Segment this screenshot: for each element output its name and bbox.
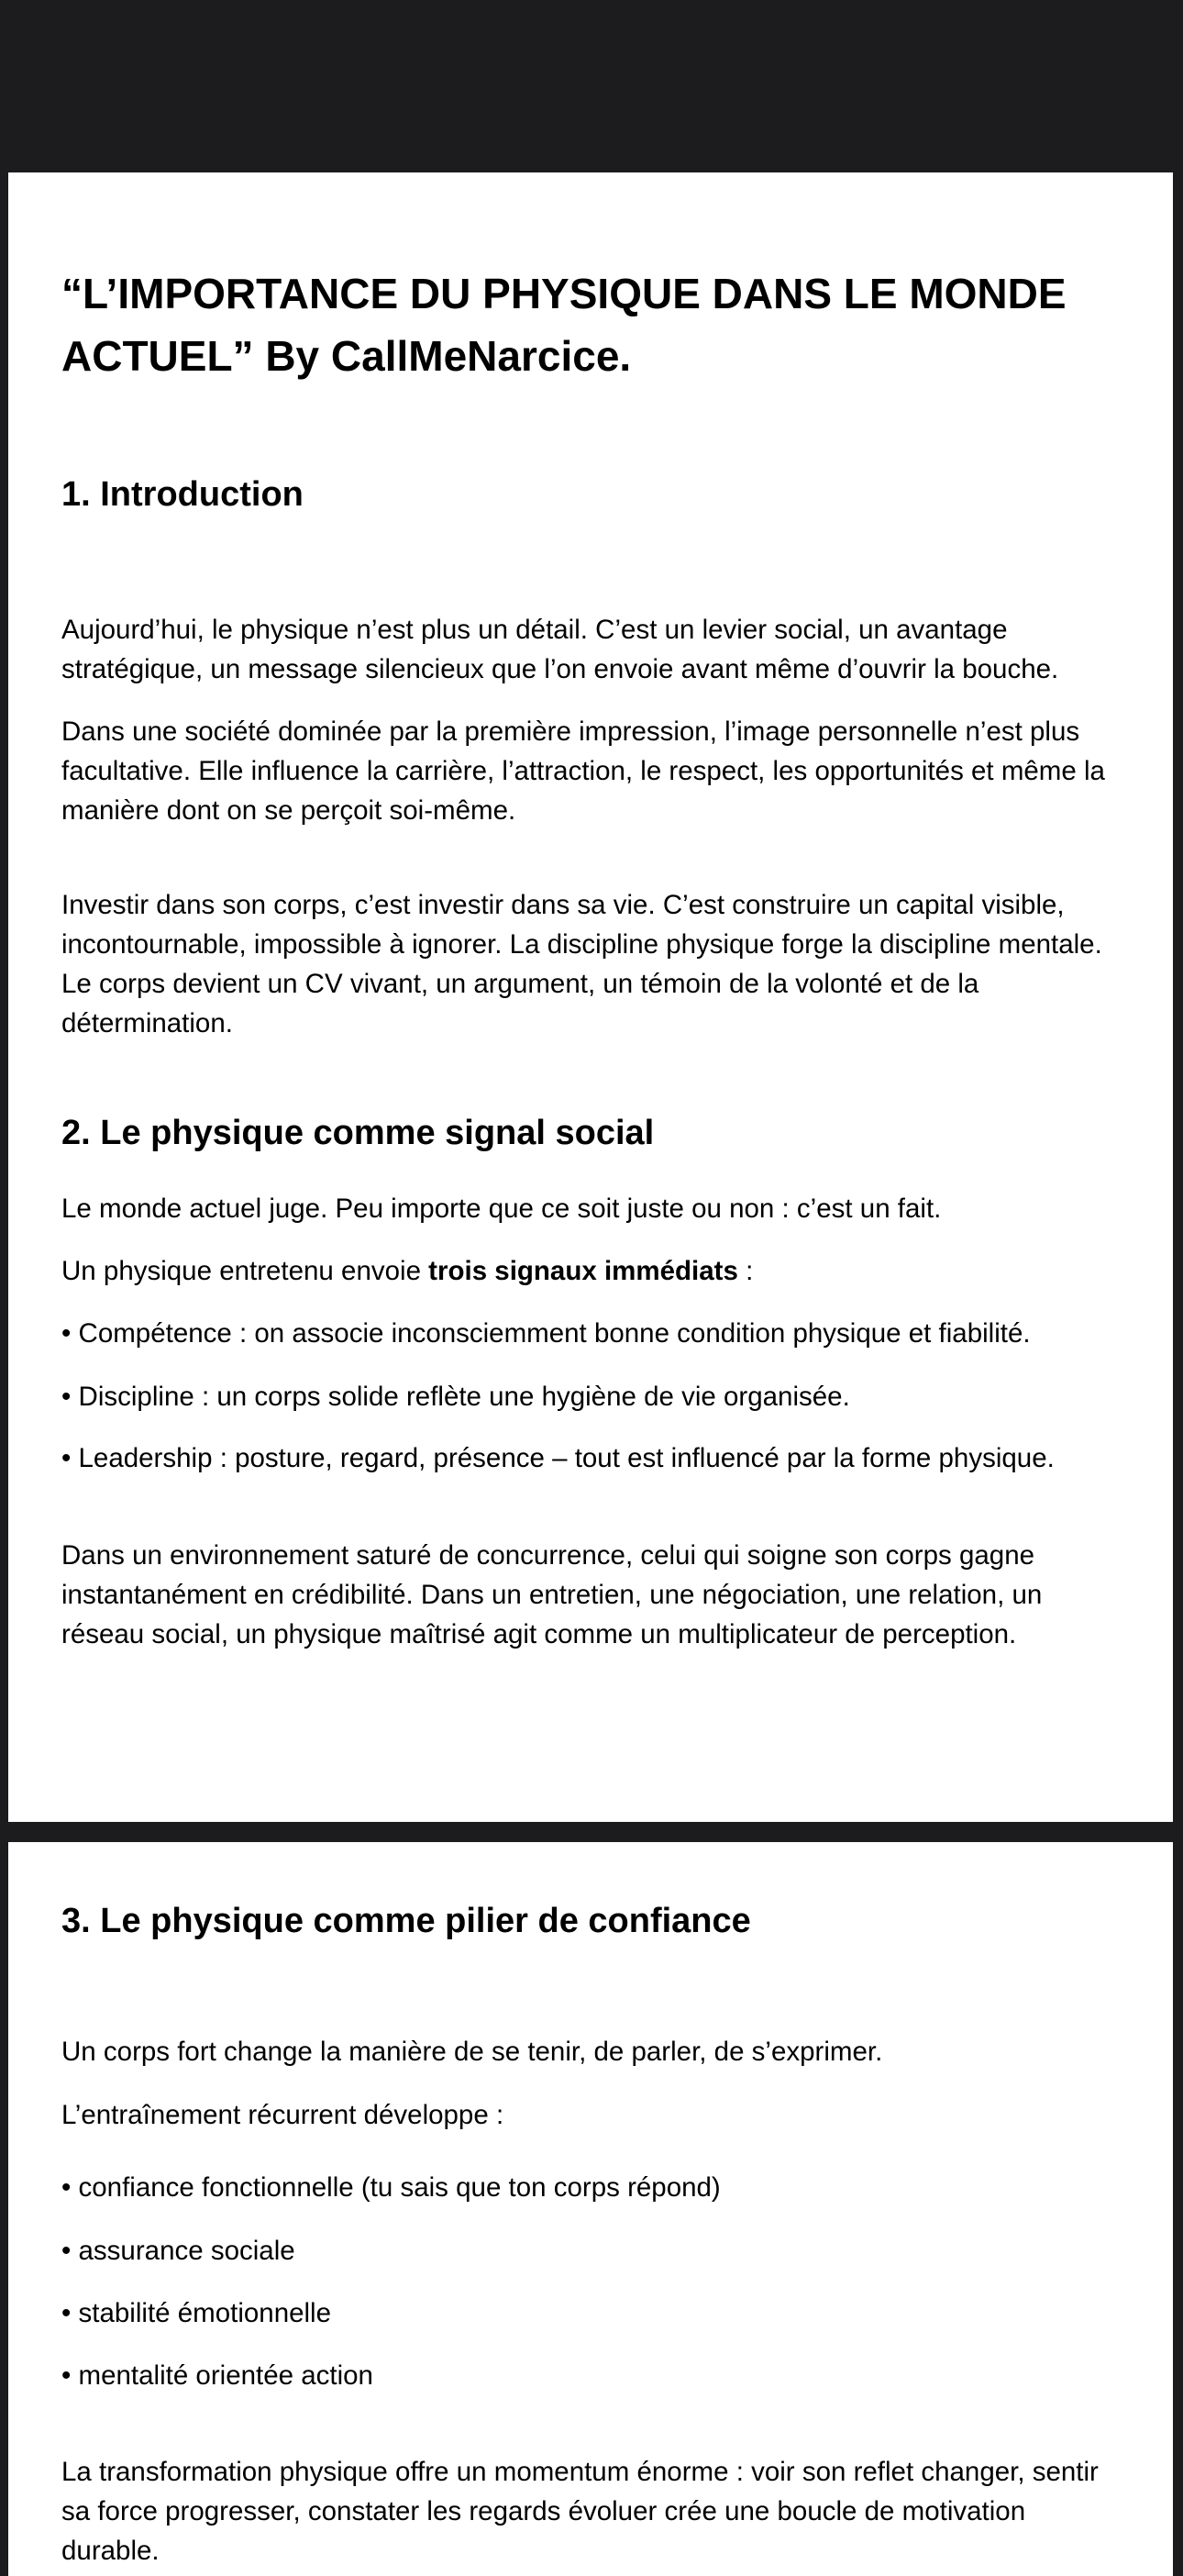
section-heading-confiance: 3. Le physique comme pilier de confiance bbox=[61, 1902, 751, 1940]
signals-suffix: : bbox=[737, 1256, 754, 1286]
paragraph: La transformation physique offre un momentum énorme : voir son reflet changer, sentir sa force progresser, constater les regards évoluer crée une boucle de motivation durable. bbox=[61, 2457, 1099, 2566]
paragraph: Dans une société dominée par la première impression, l’image personnelle n’est plus facultative. Elle influence la carrière, l’attraction, le respect, les opportunités et même la manière dont on se perçoit soi-même. bbox=[61, 716, 1105, 826]
section-heading-introduction: 1. Introduction bbox=[61, 475, 304, 514]
paragraph: Le monde actuel juge. Peu importe que ce soit juste ou non : c’est un fait. bbox=[61, 1194, 942, 1224]
document-page-1 bbox=[8, 172, 1173, 1822]
top-dark-bar bbox=[0, 0, 1183, 172]
list-item: • Discipline : un corps solide reflète une hygiène de vie organisée. bbox=[61, 1382, 850, 1412]
list-item: • stabilité émotionnelle bbox=[61, 2298, 332, 2328]
list-item: • assurance sociale bbox=[61, 2236, 295, 2266]
paragraph: Aujourd’hui, le physique n’est plus un détail. C’est un levier social, un avantage stratégique, un message silencieux que l’on envoie avant même d’ouvrir la bouche. bbox=[61, 615, 1059, 684]
list-item: • Compétence : on associe inconsciemment bonne condition physique et fiabilité. bbox=[61, 1318, 1031, 1349]
paragraph: Dans un environnement saturé de concurrence, celui qui soigne son corps gagne instantanément en crédibilité. Dans un entretien, une négociation, une relation, un réseau social, un physique maîtrisé agit comme un multiplicateur de perception. bbox=[61, 1540, 1043, 1649]
paragraph: Investir dans son corps, c’est investir dans sa vie. C’est construire un capital visible, incontournable, impossible à ignorer. La discipline physique forge la discipline mentale. Le corps devient un CV vivant, un argument, un témoin de la volonté et de la détermination. bbox=[61, 890, 1102, 1038]
list-item: • confiance fonctionnelle (tu sais que ton corps répond) bbox=[61, 2172, 721, 2203]
signals-prefix: Un physique entretenu envoie bbox=[61, 1256, 429, 1286]
section-heading-signal-social: 2. Le physique comme signal social bbox=[61, 1114, 655, 1152]
document-page-2 bbox=[8, 1842, 1173, 2576]
paragraph: L’entraînement récurrent développe : bbox=[61, 2100, 504, 2130]
paragraph: Un corps fort change la manière de se tenir, de parler, de s’exprimer. bbox=[61, 2037, 883, 2067]
signals-bold: trois signaux immédiats bbox=[428, 1256, 738, 1286]
list-item: • mentalité orientée action bbox=[61, 2360, 373, 2391]
document-title: “L’IMPORTANCE DU PHYSIQUE DANS LE MONDE ACTUEL” By CallMeNarcice. bbox=[61, 270, 1067, 380]
list-item: • Leadership : posture, regard, présence – tout est influencé par la forme physique. bbox=[61, 1443, 1055, 1473]
paragraph-signals bbox=[61, 1251, 1120, 1291]
